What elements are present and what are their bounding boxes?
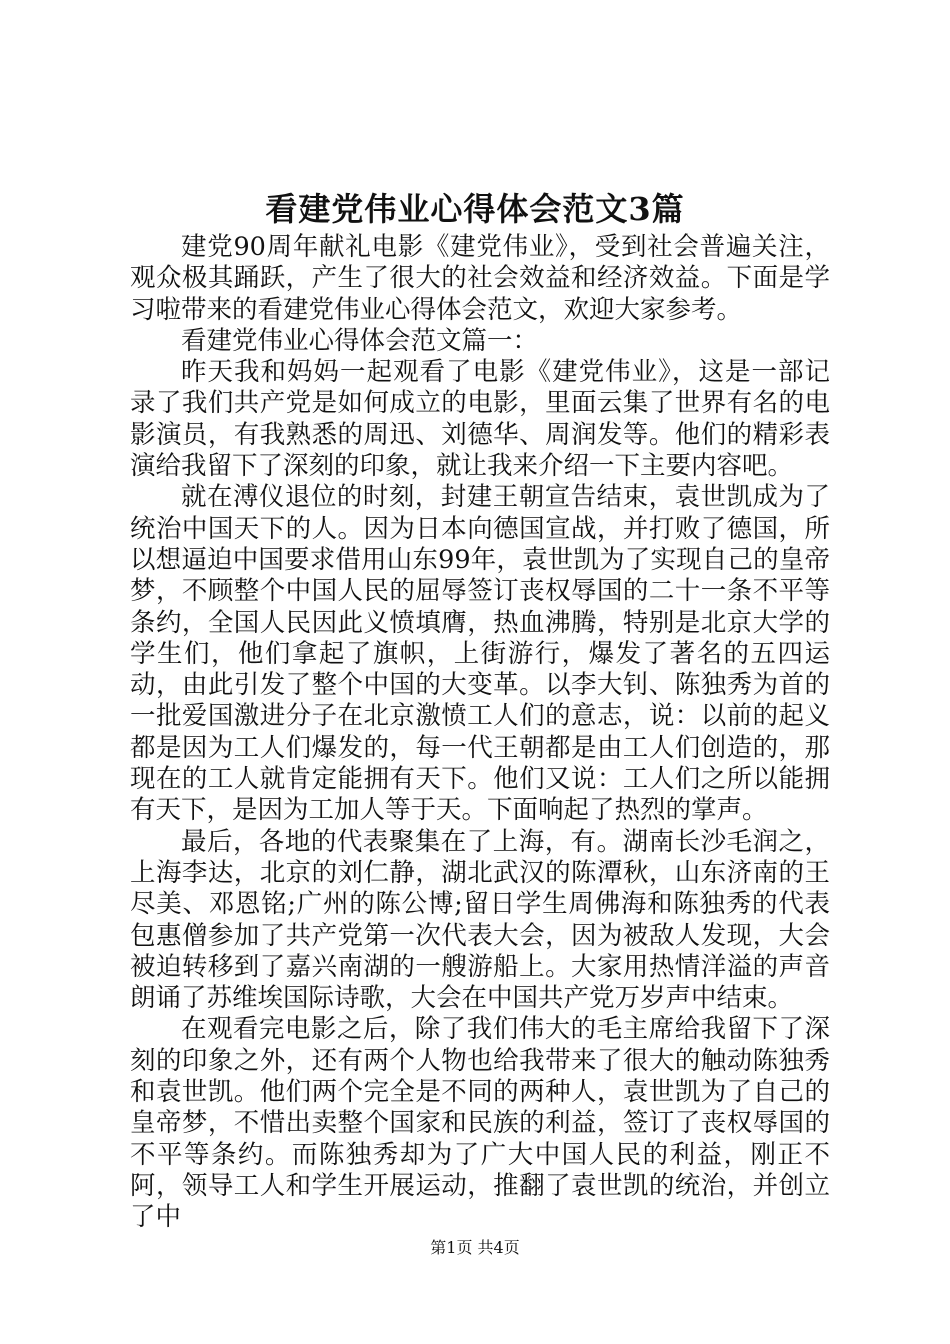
paragraph: 在观看完电影之后，除了我们伟大的毛主席给我留下了深刻的印象之外，还有两个人物也给我带来了很大的触动陈独秀和袁世凯。他们两个完全是不同的两种人，袁世凯为了自己的皇帝梦，不惜出卖整个国家和民族的利益，签订了丧权辱国的不平等条约。而陈独秀却为了广大中国人民的利益，刚正不阿，领导工人和学生开展运动，推翻了袁世凯的统治，并创立了中 (130, 1014, 830, 1233)
page-footer: 第1页 共4页 (430, 1238, 520, 1257)
document-title: 看建党伟业心得体会范文3篇 (265, 190, 685, 228)
paragraph: 最后，各地的代表聚集在了上海，有。湖南长沙毛润之，上海李达，北京的刘仁静，湖北武汉的陈潭秋，山东济南的王尽美、邓恩铭;广州的陈公博;留日学生周佛海和陈独秀的代表包惠僧参加了共产党第一次代表大会，因为被敌人发现，大会被迫转移到了嘉兴南湖的一艘游船上。大家用热情洋溢的声音朗诵了苏维埃国际诗歌，大会在中国共产党万岁声中结束。 (130, 826, 830, 1014)
paragraph-intro: 建党90周年献礼电影《建党伟业》，受到社会普遍关注，观众极其踊跃，产生了很大的社会效益和经济效益。下面是学习啦带来的看建党伟业心得体会范文，欢迎大家参考。 (130, 232, 830, 325)
document-body (130, 232, 830, 1234)
paragraph: 就在溥仪退位的时刻，封建王朝宣告结束，袁世凯成为了统治中国天下的人。因为日本向德国宣战，并打败了德国，所以想逼迫中国要求借用山东99年，袁世凯为了实现自己的皇帝梦，不顾整个中国人民的屈辱签订丧权辱国的二十一条不平等条约，全国人民因此义愤填膺，热血沸腾，特别是北京大学的学生们，他们拿起了旗帜，上街游行，爆发了著名的五四运动，由此引发了整个中国的大变革。以李大钊、陈独秀为首的一批爱国激进分子在北京激愤工人们的意志，说：以前的起义都是因为工人们爆发的，每一代王朝都是由工人们创造的，那现在的工人就肯定能拥有天下。他们又说：工人们之所以能拥有天下，是因为工加人等于天。下面响起了热烈的掌声。 (130, 482, 830, 826)
paragraph: 昨天我和妈妈一起观看了电影《建党伟业》，这是一部记录了我们共产党是如何成立的电影，里面云集了世界有名的电影演员，有我熟悉的周迅、刘德华、周润发等。他们的精彩表演给我留下了深刻的印象，就让我来介绍一下主要内容吧。 (130, 357, 830, 482)
section-heading: 看建党伟业心得体会范文篇一： (181, 325, 539, 356)
